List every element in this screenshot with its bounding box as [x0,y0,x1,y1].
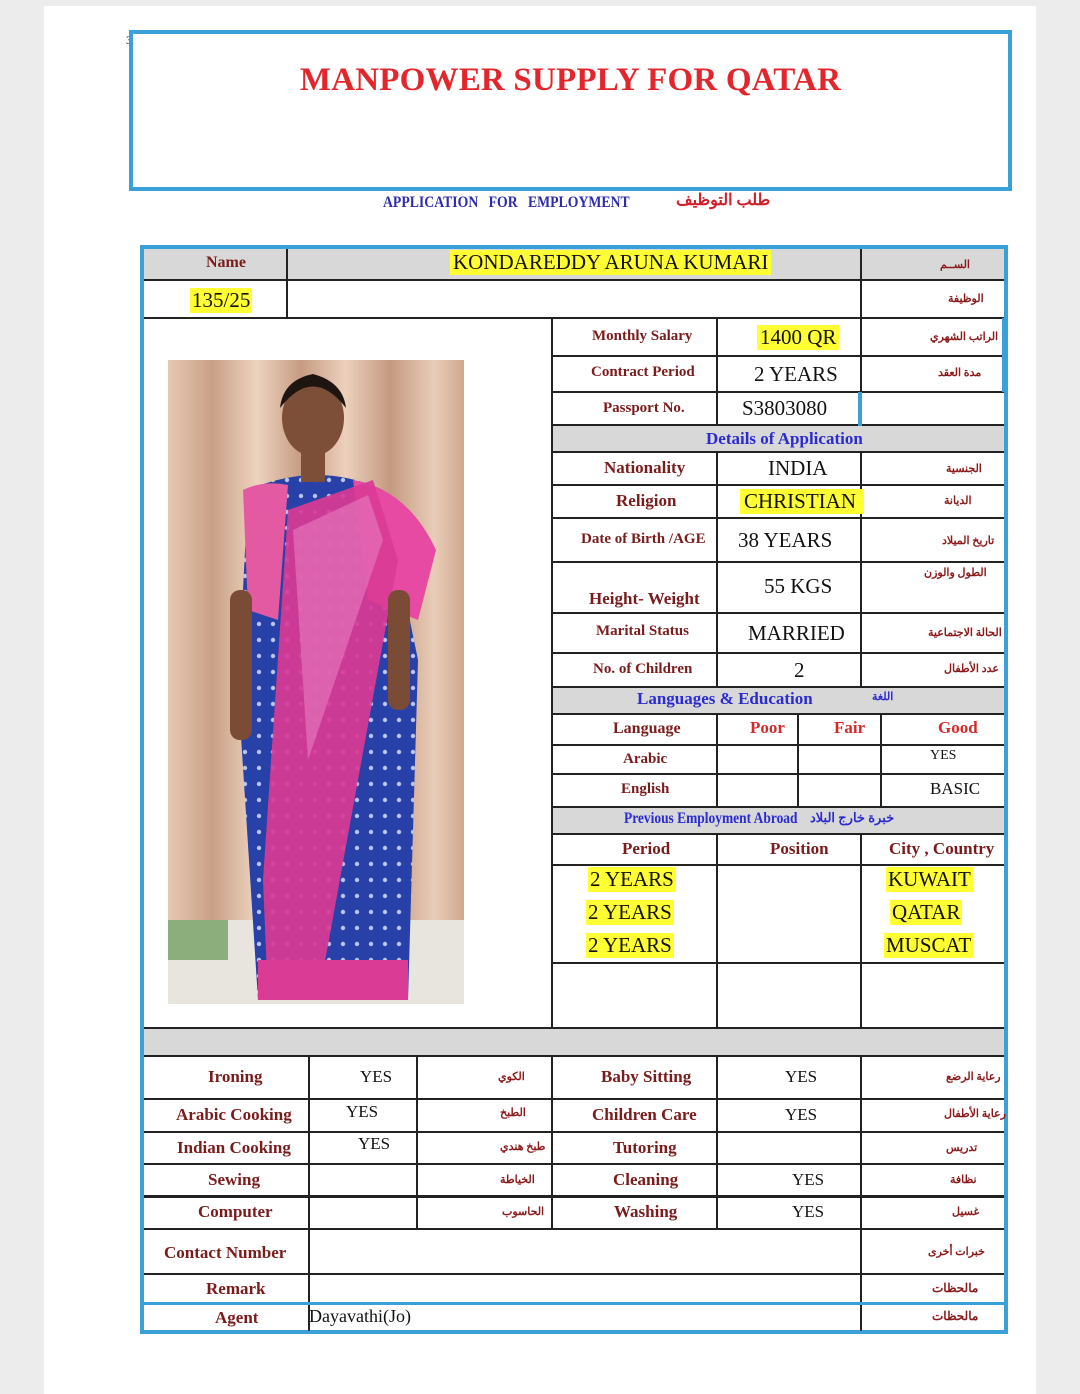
frame-accent-2 [858,392,862,426]
employment-city-2: QATAR [892,900,961,924]
contract-period-label: Contract Period [591,364,695,380]
monthly-salary: 1400 QR [757,325,839,350]
skill-sewing: Sewing [208,1170,260,1189]
skill-arabic-cooking: Arabic Cooking [176,1105,292,1124]
applicant-name: KONDAREDDY ARUNA KUMARI [450,250,771,275]
employment-city-1: KUWAIT [888,867,971,891]
frame-accent-3 [144,1302,1004,1305]
fair-column-header: Fair [834,718,866,737]
city-country-column-header: City , Country [889,839,995,858]
nationality: INDIA [768,456,828,480]
monthly-salary-label: Monthly Salary [592,328,693,344]
height-weight-label: Height- Weight [589,589,700,608]
reference-number: 135/25 [192,288,251,312]
skill-computer-ar: الحاسوب [502,1206,545,1218]
application-label: APPLICATION FOR EMPLOYMENT [383,194,630,211]
date-of-birth-age: 38 YEARS [738,528,833,552]
employment-section-title: Previous Employment Abroad [624,810,798,827]
skill-tutoring: Tutoring [613,1138,677,1157]
dob-ar: تاريخ الميلاد [942,535,995,547]
skill-arabic-cooking-ar: الطبخ [500,1107,526,1119]
job-label-ar: الوظيفة [948,293,984,305]
skill-washing-value: YES [792,1202,825,1221]
skill-baby-sitting: Baby Sitting [601,1067,692,1086]
skill-ironing-value: YES [360,1067,393,1086]
skill-computer: Computer [198,1202,273,1221]
title-box [129,30,1012,191]
skill-cleaning-ar: نظافة [950,1174,977,1186]
passport-label: Passport No. [603,400,685,416]
height-weight-ar: الطول والوزن [924,567,987,579]
marital-status-label: Marital Status [596,623,689,639]
skills-section-shade [144,1028,1004,1055]
skill-arabic-cooking-value: YES [346,1102,379,1121]
skill-children-care-ar: رعاية الأطفال [944,1108,1006,1120]
contract-period: 2 YEARS [754,362,838,386]
skill-washing: Washing [614,1202,678,1221]
employment-period-2: 2 YEARS [588,900,672,924]
corner-mark: 3 [126,33,132,47]
language-english: English [621,781,670,797]
marital-status-ar: الحالة الاجتماعية [928,627,1002,639]
good-column-header: Good [938,718,978,737]
page-title: MANPOWER SUPPLY FOR QATAR [299,62,842,98]
skill-ironing-ar: الكوي [498,1071,525,1083]
language-arabic: Arabic [623,751,668,767]
language-column-header: Language [613,720,681,737]
skill-children-care: Children Care [592,1105,697,1124]
dob-label: Date of Birth /AGE [581,531,706,547]
contact-number-label: Contact Number [164,1243,287,1262]
skill-tutoring-ar: تدريس [946,1142,978,1154]
skill-cleaning: Cleaning [613,1170,679,1189]
religion-label: Religion [616,491,677,510]
height-weight: 55 KGS [764,574,833,598]
position-column-header: Position [770,839,829,858]
skill-washing-ar: غسيل [952,1206,980,1218]
marital-status: MARRIED [748,621,845,645]
skill-baby-sitting-value: YES [785,1067,818,1086]
languages-section-title-ar: اللغة [872,691,894,703]
employment-period-3: 2 YEARS [588,933,672,957]
english-level: BASIC [930,779,981,798]
passport-number: S3803080 [742,396,828,420]
employment-city-3: MUSCAT [886,933,972,957]
religion: CHRISTIAN [740,489,864,514]
languages-section-title: Languages & Education [637,689,813,708]
number-of-children: 2 [794,658,805,682]
remark-ar: مالحظات [932,1281,979,1295]
skill-indian-cooking-ar: طبخ هندي [500,1141,546,1153]
agent-ar: مالحظات [932,1309,979,1323]
agent-value: Dayavathi(Jo) [309,1306,411,1326]
religion-ar: الديانة [944,495,972,507]
details-section-title: Details of Application [706,429,863,448]
agent-label: Agent [215,1308,259,1327]
skill-baby-sitting-ar: رعاية الرضع [946,1071,1001,1083]
children-ar: عدد الأطفال [944,663,999,675]
contact-number-ar: خبرات أخرى [928,1246,985,1258]
monthly-salary-ar: الراتب الشهري [930,331,999,343]
nationality-label: Nationality [604,458,686,477]
skill-indian-cooking: Indian Cooking [177,1138,291,1157]
skill-sewing-ar: الخياطة [500,1174,535,1186]
employment-period-1: 2 YEARS [590,867,674,891]
name-label-ar: الســم [940,259,970,271]
skill-indian-cooking-value: YES [358,1134,391,1153]
period-column-header: Period [622,839,671,858]
poor-column-header: Poor [750,718,785,737]
arabic-level: YES [930,748,957,763]
nationality-ar: الجنسية [946,463,982,475]
employment-section-title-ar: خبرة خارج البلاد [810,810,895,825]
remark-label: Remark [206,1279,266,1298]
skill-children-care-value: YES [785,1105,818,1124]
applicant-photo [168,360,464,1004]
children-label: No. of Children [593,661,693,677]
skill-ironing: Ironing [208,1067,263,1086]
skill-cleaning-value: YES [792,1170,825,1189]
name-label: Name [206,254,246,271]
application-label-ar: طلب التوظيف [676,192,771,209]
frame-accent [1002,318,1006,392]
contract-period-ar: مدة العقد [938,367,982,379]
